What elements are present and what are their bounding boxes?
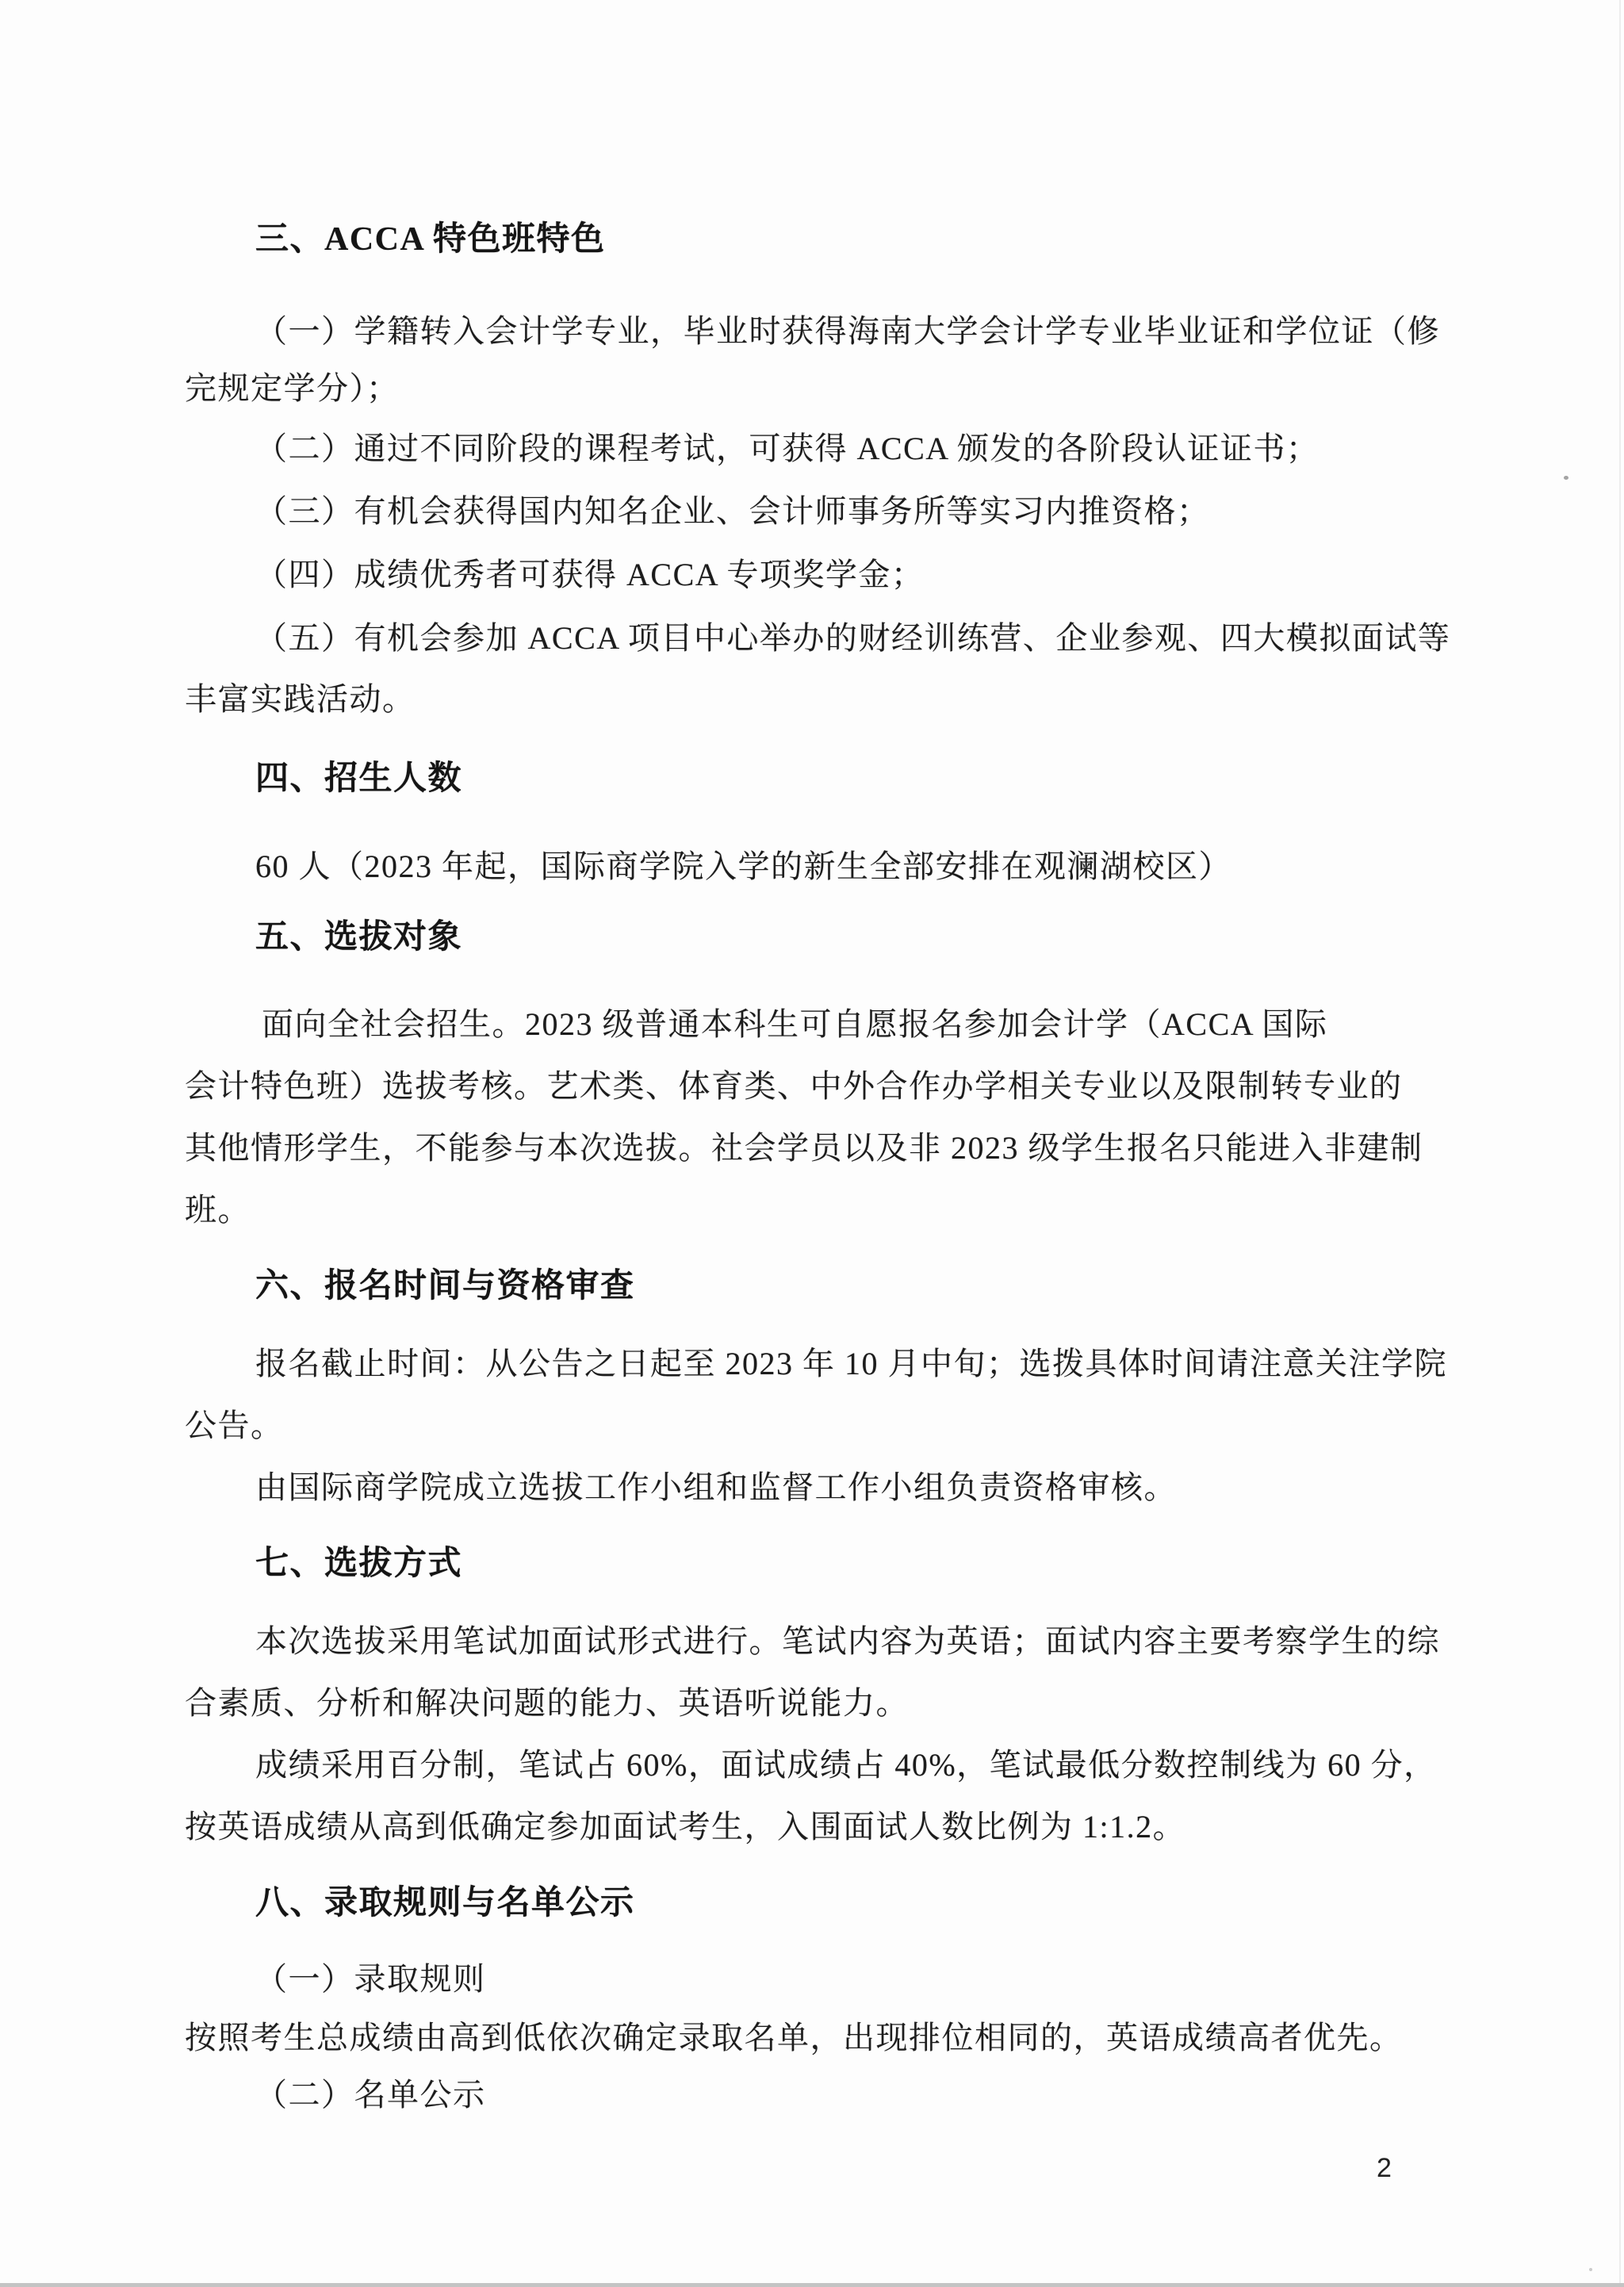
section-3-item-3: （三）有机会获得国内知名企业、会计师事务所等实习内推资格； — [255, 493, 1210, 529]
section-4-body: 60 人（2023 年起，国际商学院入学的新生全部安排在观澜湖校区） — [255, 849, 1231, 884]
section-5-para-line-3: 其他情形学生，不能参与本次选拔。社会学员以及非 2023 级学生报名只能进入非建制 — [185, 1130, 1423, 1166]
section-8-heading: 八、录取规则与名单公示 — [255, 1885, 635, 1921]
section-3-item-1-line-1: （一）学籍转入会计学专业，毕业时获得海南大学会计学专业毕业证和学位证（修 — [255, 313, 1440, 349]
section-3-item-5-line-2: 丰富实践活动。 — [185, 681, 416, 717]
section-7-para-2-line-1: 成绩采用百分制，笔试占 60%，面试成绩占 40%，笔试最低分数控制线为 60 分， — [255, 1747, 1437, 1783]
section-7-para-2-line-2: 按英语成绩从高到低确定参加面试考生，入围面试人数比例为 1:1.2。 — [185, 1809, 1186, 1845]
section-6-para-1-line-1: 报名截止时间：从公告之日起至 2023 年 10 月中旬；选拨具体时间请注意关注学院 — [255, 1346, 1447, 1381]
section-3-item-4: （四）成绩优秀者可获得 ACCA 专项奖学金； — [255, 557, 925, 592]
scan-speck — [1564, 476, 1568, 480]
section-5-para-line-2: 会计特色班）选拔考核。艺术类、体育类、中外合作办学相关专业以及限制转专业的 — [185, 1068, 1403, 1104]
scan-edge-bottom — [0, 2283, 1624, 2287]
section-7-para-1-line-1: 本次选拔采用笔试加面试形式进行。笔试内容为英语；面试内容主要考察学生的综 — [255, 1623, 1440, 1659]
section-8-sub-2-heading: （二）名单公示 — [255, 2077, 486, 2113]
section-3-item-2: （二）通过不同阶段的课程考试，可获得 ACCA 颁发的各阶段认证证书； — [255, 431, 1320, 466]
section-7-para-1-line-2: 合素质、分析和解决问题的能力、英语听说能力。 — [185, 1685, 909, 1721]
scan-edge-right — [1619, 0, 1621, 2287]
section-4-heading: 四、招生人数 — [255, 760, 463, 797]
section-5-para-line-1: 面向全社会招生。2023 级普通本科生可自愿报名参加会计学（ACCA 国际 — [262, 1006, 1328, 1042]
section-3-item-1-line-2: 完规定学分）； — [185, 370, 400, 406]
section-5-para-line-4: 班。 — [185, 1192, 251, 1228]
section-6-heading: 六、报名时间与资格审查 — [255, 1268, 635, 1304]
section-3-heading: 三、ACCA 特色班特色 — [255, 221, 606, 258]
section-3-item-5-line-1: （五）有机会参加 ACCA 项目中心举办的财经训练营、企业参观、四大模拟面试等 — [255, 620, 1451, 656]
section-5-heading: 五、选拔对象 — [255, 919, 463, 956]
section-7-heading: 七、选拔方式 — [255, 1546, 463, 1582]
section-6-para-2: 由国际商学院成立选拔工作小组和监督工作小组负责资格审核。 — [255, 1469, 1177, 1505]
scan-speck — [1589, 2268, 1592, 2271]
section-8-sub-1-heading: （一）录取规则 — [255, 1961, 486, 1997]
page-number: 2 — [1377, 2153, 1392, 2183]
section-8-sub-1-body: 按照考生总成绩由高到低依次确定录取名单，出现排位相同的，英语成绩高者优先。 — [185, 2020, 1403, 2055]
section-6-para-1-line-2: 公告。 — [185, 1408, 284, 1443]
